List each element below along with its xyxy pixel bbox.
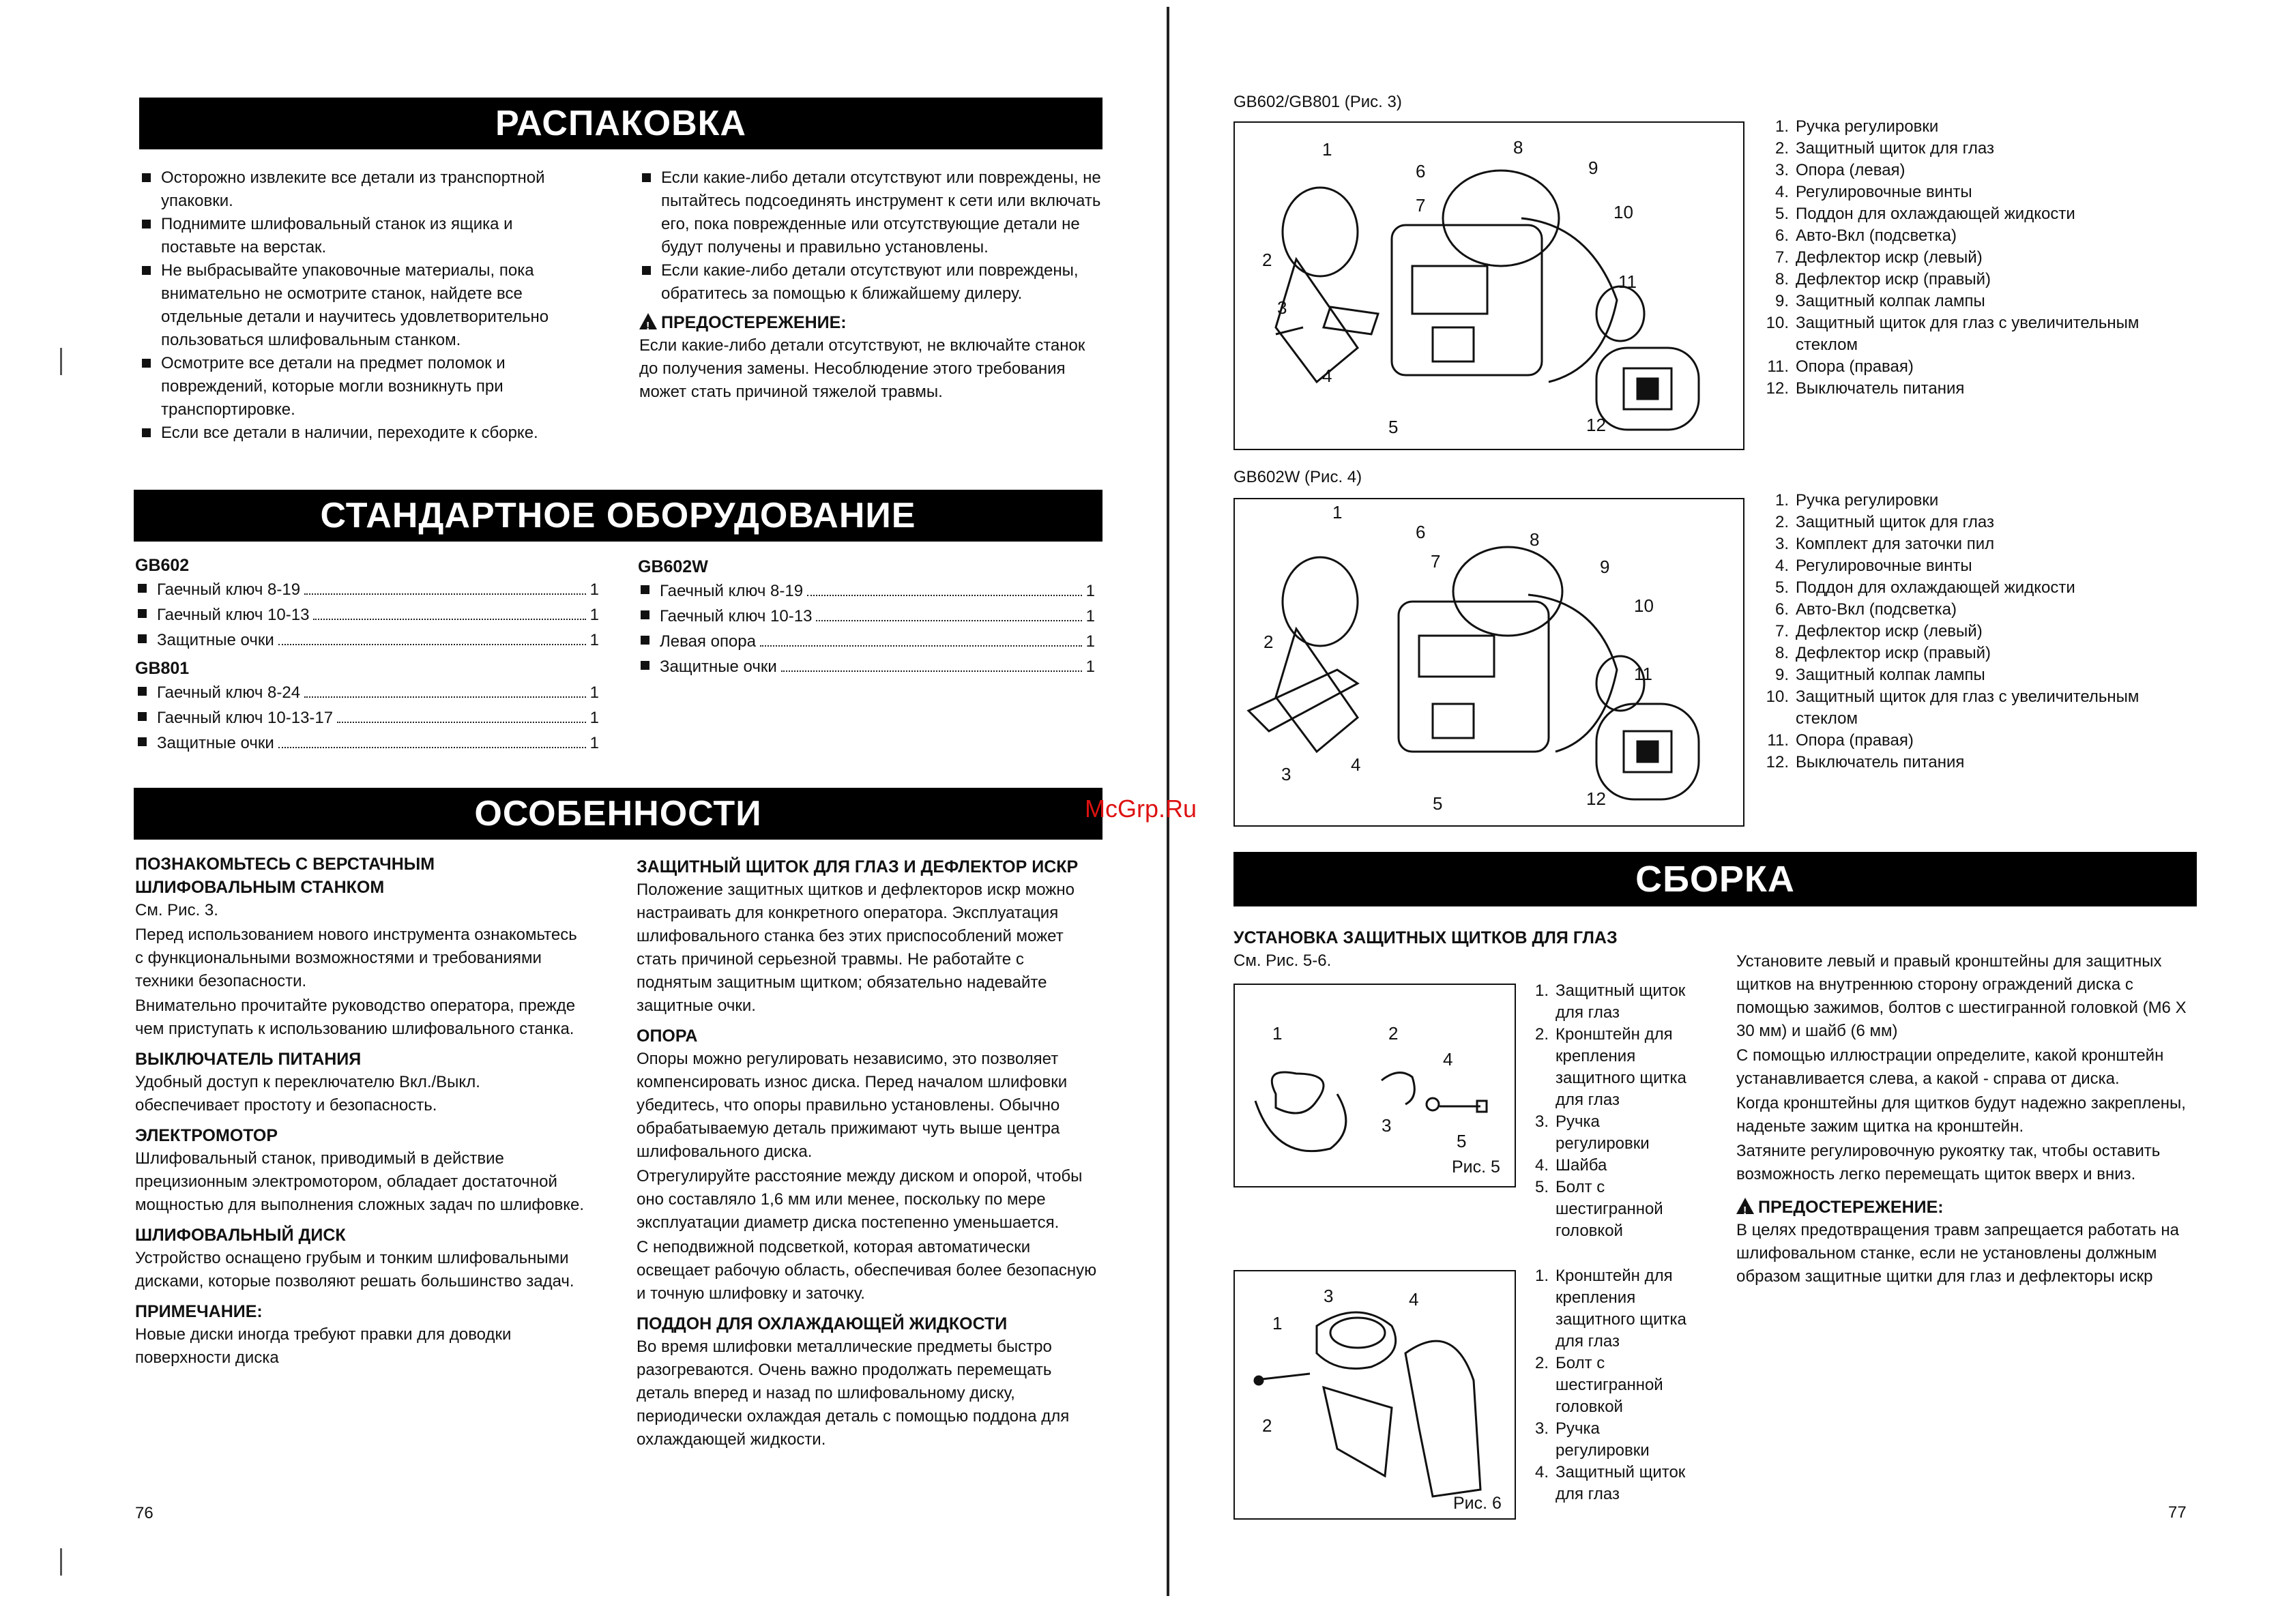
bullet-item: Поднимите шлифовальный станок из ящика и поставьте на верстак. bbox=[139, 213, 589, 259]
equipment-row: Гаечный ключ 8-24 1 bbox=[135, 680, 599, 705]
watermark: McGrp.Ru bbox=[1085, 795, 1197, 823]
standard-equipment-banner: СТАНДАРТНОЕ ОБОРУДОВАНИЕ bbox=[134, 490, 1102, 542]
section-heading: УСТАНОВКА ЗАЩИТНЫХ ЩИТКОВ ДЛЯ ГЛАЗ bbox=[1233, 928, 1618, 947]
callout: 4 bbox=[1409, 1289, 1419, 1310]
equipment-row: Левая опора 1 bbox=[638, 629, 1095, 654]
callout: 7 bbox=[1416, 195, 1426, 216]
legend-item: 3. Ручка регулировки bbox=[1534, 1419, 1650, 1460]
fig3-illustration bbox=[1233, 121, 1744, 450]
legend-item: 7. Дефлектор искр (левый) bbox=[1774, 622, 1983, 640]
paragraph: Во время шлифовки металлические предметы быстро разогреваются. Очень важно продолжать перемещать деталь вперед и назад по шлифовальному диску, периодически охлаждая деталь с помощью поддона для охлаждающей жидкости. bbox=[637, 1338, 1070, 1449]
callout: 5 bbox=[1457, 1131, 1467, 1151]
paragraph: Положение защитных щитков и дефлекторов искр можно настраивать для конкретного оператора. Эксплуатация шлифовального станка без этих приспособлений может стать причиной серьезной травмы. Не работайте с поднятым защитным щитком; обязательно надевайте защитные очки. bbox=[637, 881, 1075, 1015]
paragraph: Перед использованием нового инструмента ознакомьтесь с функциональными возможностями и требованиями техники безопасности. bbox=[135, 926, 577, 990]
legend-item: 12. Выключатель питания bbox=[1766, 379, 1965, 398]
legend-item: 5. Поддон для охлаждающей жидкости bbox=[1774, 205, 2075, 223]
legend-item: 4. Регулировочные винты bbox=[1774, 557, 1972, 575]
legend-item: 5. Болт с шестигранной головкой bbox=[1534, 1178, 1663, 1240]
callout: 8 bbox=[1513, 137, 1523, 158]
power-switch-body bbox=[1433, 327, 1474, 361]
equipment-row: Гаечный ключ 10-13-17 1 bbox=[135, 705, 599, 730]
fig4-caption: GB602W (Рис. 4) bbox=[1233, 468, 1362, 486]
legend-item: 8. Дефлектор искр (правый) bbox=[1774, 270, 1991, 289]
callout: 10 bbox=[1613, 202, 1633, 222]
callout: 1 bbox=[1332, 502, 1343, 522]
callout: 11 bbox=[1618, 271, 1637, 292]
legend-item: 11. Опора (правая) bbox=[1767, 731, 1914, 750]
callout-labels bbox=[1262, 137, 1637, 437]
callout: 1 bbox=[1322, 139, 1332, 160]
wheel-guard bbox=[1324, 1387, 1392, 1476]
bracket bbox=[1382, 1073, 1414, 1104]
section-heading: ЗАЩИТНЫЙ ЩИТОК ДЛЯ ГЛАЗ И ДЕФЛЕКТОР ИСКР bbox=[637, 857, 1079, 876]
unpacking-col2 bbox=[639, 166, 1103, 404]
equipment-gb602w bbox=[638, 555, 1095, 679]
features-col2 bbox=[637, 855, 1100, 1453]
callout: 3 bbox=[1324, 1286, 1334, 1306]
equipment-gb602 bbox=[135, 554, 599, 756]
fig3-legend bbox=[1760, 116, 2197, 400]
legend-item: 6. Авто-Вкл (подсветка) bbox=[1774, 226, 1957, 245]
legend-item: 3. Комплект для заточки пил bbox=[1774, 535, 1995, 553]
callout: 3 bbox=[1281, 764, 1291, 784]
margin-mark bbox=[60, 1548, 62, 1576]
legend-item: 12. Выключатель питания bbox=[1766, 753, 1965, 771]
legend-item: 9. Защитный колпак лампы bbox=[1774, 666, 1985, 684]
assembly-warning-text: В целях предотвращения травм запрещается работать на шлифовальном станке, если не установлены должным образом защитные щитки для глаз и дефлекторы искр bbox=[1736, 1221, 2179, 1286]
legend-item: 1. Защитный щиток для глаз bbox=[1534, 981, 1686, 1022]
callout: 2 bbox=[1264, 632, 1274, 652]
bullet-item: Если какие-либо детали отсутствуют или повреждены, не пытайтесь подсоединять инструмент к сети или включать его, пока поврежденные или отсутствующие детали не будут получены и правильно установлены. bbox=[639, 166, 1103, 259]
bullet-item: Осмотрите все детали на предмет поломок и повреждений, которые могли возникнуть при транспортировке. bbox=[139, 352, 589, 422]
wheel-guard-left bbox=[1276, 259, 1358, 382]
legend-item: 2. Болт с шестигранной головкой bbox=[1534, 1354, 1663, 1416]
fig4-illustration bbox=[1233, 498, 1744, 827]
callout: 2 bbox=[1388, 1023, 1399, 1044]
section-heading: ЭЛЕКТРОМОТОР bbox=[135, 1126, 278, 1145]
housing bbox=[1405, 1341, 1480, 1496]
fig3-caption: GB602/GB801 (Рис. 3) bbox=[1233, 93, 1402, 111]
legend-item: 11. Опора (правая) bbox=[1767, 357, 1914, 376]
section-heading: ПОДДОН ДЛЯ ОХЛАЖДАЮЩЕЙ ЖИДКОСТИ bbox=[637, 1314, 1008, 1333]
see-figure: См. Рис. 3. bbox=[135, 901, 218, 919]
callout-labels bbox=[1264, 502, 1654, 814]
unpacking-col1 bbox=[139, 166, 589, 445]
paragraph: Отрегулируйте расстояние между диском и опорой, чтобы оно составляло 1,6 мм или менее, поскольку по мере эксплуатации диаметр диска постепенно уменьшается. bbox=[637, 1167, 1083, 1232]
brand-plate bbox=[1419, 636, 1494, 677]
see-figure: См. Рис. 5-6. bbox=[1233, 951, 1332, 970]
eye-shield-left bbox=[1283, 557, 1358, 646]
legend-item: 2. Защитный щиток для глаз bbox=[1774, 139, 1994, 158]
callout: 4 bbox=[1443, 1049, 1453, 1069]
eye-shield-assembly bbox=[1235, 1271, 1515, 1518]
legend-item: 2. Защитный щиток для глаз bbox=[1774, 513, 1994, 531]
legend-item: 3. Опора (левая) bbox=[1774, 161, 1905, 179]
callout: 12 bbox=[1586, 788, 1606, 809]
section-heading: ОПОРА bbox=[637, 1027, 698, 1046]
paragraph: Новые диски иногда требуют правки для доводки поверхности диска bbox=[135, 1325, 512, 1367]
legend-item: 3. Ручка регулировки bbox=[1534, 1112, 1650, 1153]
section-heading: ШЛИФОВАЛЬНЫЙ ДИСК bbox=[135, 1226, 346, 1245]
equipment-row: Защитные очки 1 bbox=[135, 730, 599, 756]
figure-label: Рис. 5 bbox=[1452, 1157, 1500, 1177]
washer bbox=[1427, 1098, 1439, 1110]
callout: 6 bbox=[1416, 522, 1426, 542]
legend-item: 9. Защитный колпак лампы bbox=[1774, 292, 1985, 310]
unpacking-warning-title: !ПРЕДОСТЕРЕЖЕНИЕ: bbox=[639, 311, 1103, 334]
paragraph: Установите левый и правый кронштейны для защитных щитков на внутреннюю сторону ограждений диска с помощью зажимов, болтов с шестигранной головкой (М6 Х 30 мм) и шайб (6 мм) bbox=[1736, 952, 2187, 1040]
callout: 4 bbox=[1351, 754, 1361, 775]
callout: 6 bbox=[1416, 161, 1426, 181]
callout-labels bbox=[1272, 1023, 1500, 1177]
bullet-item: Осторожно извлеките все детали из транспортной упаковки. bbox=[139, 166, 589, 213]
callout: 7 bbox=[1431, 551, 1441, 572]
eye-shield bbox=[1272, 1072, 1324, 1113]
callout: 1 bbox=[1272, 1023, 1283, 1044]
motor-housing bbox=[1392, 225, 1542, 375]
bullet-item: Если все детали в наличии, переходите к сборке. bbox=[139, 422, 589, 445]
power-switch-body bbox=[1433, 704, 1474, 738]
paragraph: Удобный доступ к переключателю Вкл./Выкл. обеспечивает простоту и безопасность. bbox=[135, 1073, 480, 1114]
legend-item: 7. Дефлектор искр (левый) bbox=[1774, 248, 1983, 267]
page-number-right: 77 bbox=[2168, 1503, 2187, 1522]
callout: 3 bbox=[1277, 297, 1287, 318]
equipment-row: Защитные очки 1 bbox=[638, 654, 1095, 679]
callout: 3 bbox=[1382, 1115, 1392, 1136]
figure-label: Рис. 6 bbox=[1453, 1494, 1502, 1513]
grinder-illustration bbox=[1235, 499, 1743, 825]
wheel-guard-right bbox=[1521, 218, 1617, 382]
legend-item: 10. Защитный щиток для глаз с увеличительным стеклом bbox=[1766, 314, 2139, 354]
paragraph: С помощью иллюстрации определите, какой кронштейн устанавливается слева, а какой - справа от диска. bbox=[1736, 1046, 2164, 1088]
fig6-legend bbox=[1520, 1265, 1697, 1505]
eye-shield bbox=[1317, 1312, 1396, 1369]
model-label: GB801 bbox=[135, 659, 190, 678]
equipment-row: Гаечный ключ 8-19 1 bbox=[638, 578, 1095, 604]
equipment-row: Гаечный ключ 10-13 1 bbox=[638, 604, 1095, 629]
eye-shield-left bbox=[1283, 188, 1358, 276]
callout: 5 bbox=[1388, 417, 1399, 437]
callout: 5 bbox=[1433, 793, 1443, 814]
model-label: GB602 bbox=[135, 556, 190, 575]
paragraph: Устройство оснащено грубым и тонким шлифовальными дисками, которые позволяют решать большинство задач. bbox=[135, 1249, 574, 1290]
page-number-left: 76 bbox=[135, 1504, 154, 1522]
unpacking-warning-text: Если какие-либо детали отсутствуют, не включайте станок до получения замены. Несоблюдение этого требования может стать причиной тяжелой травмы. bbox=[639, 336, 1085, 401]
callout: 9 bbox=[1588, 158, 1598, 178]
legend-item: 10. Защитный щиток для глаз с увеличительным стеклом bbox=[1766, 688, 2139, 728]
callout: 2 bbox=[1262, 1415, 1272, 1436]
unpacking-banner: РАСПАКОВКА bbox=[139, 98, 1102, 149]
paragraph: Опоры можно регулировать независимо, это позволяет компенсировать износ диска. Перед началом шлифовки убедитесь, что опоры правильно установлены. Обычно обрабатываемую деталь прижимают чуть выше центра шлифовального диска. bbox=[637, 1050, 1068, 1161]
paragraph: С неподвижной подсветкой, которая автоматически освещает рабочую область, обеспечивая более безопасную и точную шлифовку и заточку. bbox=[637, 1238, 1097, 1303]
equipment-row: Защитные очки 1 bbox=[135, 628, 599, 653]
equipment-row: Гаечный ключ 10-13 1 bbox=[135, 602, 599, 628]
brand-plate bbox=[1412, 266, 1487, 314]
legend-item: 1. Ручка регулировки bbox=[1774, 117, 1939, 136]
margin-mark bbox=[60, 348, 62, 375]
paragraph: Шлифовальный станок, приводимый в действие прецизионным электромотором, обладает достаточной мощностью для выполнения сложных задач по шлифовке. bbox=[135, 1149, 585, 1214]
paragraph: Затяните регулировочную рукоятку так, чтобы оставить возможность легко перемещать щиток вверх и вниз. bbox=[1736, 1142, 2161, 1183]
callout: 10 bbox=[1634, 595, 1654, 616]
warning-icon bbox=[639, 313, 657, 329]
bullet-item: Не выбрасывайте упаковочные материалы, пока внимательно не осмотрите станок, найдете все отдельные детали и научитесь удовлетворительно пользоваться шлифовальным станком. bbox=[139, 259, 589, 352]
fig5-legend bbox=[1520, 980, 1697, 1242]
callout: 2 bbox=[1262, 250, 1272, 270]
wheel-guard-right bbox=[1528, 595, 1617, 752]
callout: 11 bbox=[1634, 664, 1652, 684]
assembly-text bbox=[1736, 950, 2193, 1288]
callout: 4 bbox=[1322, 366, 1332, 386]
fig6-illustration bbox=[1233, 1270, 1516, 1520]
callout: 12 bbox=[1586, 415, 1606, 435]
legend-item: 2. Кронштейн для крепления защитного щитка для глаз bbox=[1534, 1025, 1686, 1109]
grinder-illustration bbox=[1235, 123, 1743, 449]
legend-item: 4. Шайба bbox=[1534, 1156, 1607, 1175]
equipment-row: Гаечный ключ 8-19 1 bbox=[135, 577, 599, 602]
lamp-cover bbox=[1443, 171, 1559, 266]
legend-item: 4. Регулировочные винты bbox=[1774, 183, 1972, 201]
assembly-banner: СБОРКА bbox=[1233, 852, 2197, 906]
lamp-cover bbox=[1453, 547, 1562, 636]
note-heading: ПРИМЕЧАНИЕ: bbox=[135, 1302, 263, 1321]
legend-item: 4. Защитный щиток для глаз bbox=[1534, 1463, 1686, 1503]
callout: 8 bbox=[1530, 529, 1540, 550]
paragraph: Когда кронштейны для щитков будут надежно закреплены, наденьте зажим щитка на кронштейн. bbox=[1736, 1094, 2186, 1136]
callout: 9 bbox=[1600, 557, 1610, 577]
section-heading: ПОЗНАКОМЬТЕСЬ С ВЕРСТАЧНЫМ ШЛИФОВАЛЬНЫМ СТАНКОМ bbox=[135, 855, 435, 897]
fig4-legend bbox=[1760, 490, 2197, 773]
eye-shield-lens bbox=[1255, 1094, 1346, 1151]
saw-sharpening-kit bbox=[1248, 670, 1358, 731]
legend-item: 5. Поддон для охлаждающей жидкости bbox=[1774, 578, 2075, 597]
fig5-illustration bbox=[1233, 984, 1516, 1187]
assembly-subtitle bbox=[1233, 926, 1752, 973]
legend-item: 1. Кронштейн для крепления защитного щитка для глаз bbox=[1534, 1267, 1686, 1350]
section-heading: ВЫКЛЮЧАТЕЛЬ ПИТАНИЯ bbox=[135, 1050, 362, 1069]
bullet-item: Если какие-либо детали отсутствуют или повреждены, обратитесь за помощью к ближайшему дилеру. bbox=[639, 259, 1103, 306]
legend-item: 6. Авто-Вкл (подсветка) bbox=[1774, 600, 1957, 619]
magnifier-shield bbox=[1596, 286, 1644, 341]
assembly-warning-title: !ПРЕДОСТЕРЕЖЕНИЕ: bbox=[1736, 1196, 2193, 1219]
warning-icon bbox=[1736, 1198, 1754, 1214]
eye-shield-parts bbox=[1235, 985, 1515, 1186]
legend-item: 1. Ручка регулировки bbox=[1774, 491, 1939, 510]
features-banner: ОСОБЕННОСТИ bbox=[134, 788, 1102, 840]
model-label: GB602W bbox=[638, 557, 708, 576]
callout: 1 bbox=[1272, 1313, 1283, 1333]
paragraph: Внимательно прочитайте руководство оператора, прежде чем приступать к использованию шлифовального станка. bbox=[135, 996, 576, 1038]
hex-bolt bbox=[1262, 1374, 1310, 1379]
legend-item: 8. Дефлектор искр (правый) bbox=[1774, 644, 1991, 662]
features-col1 bbox=[135, 853, 585, 1371]
